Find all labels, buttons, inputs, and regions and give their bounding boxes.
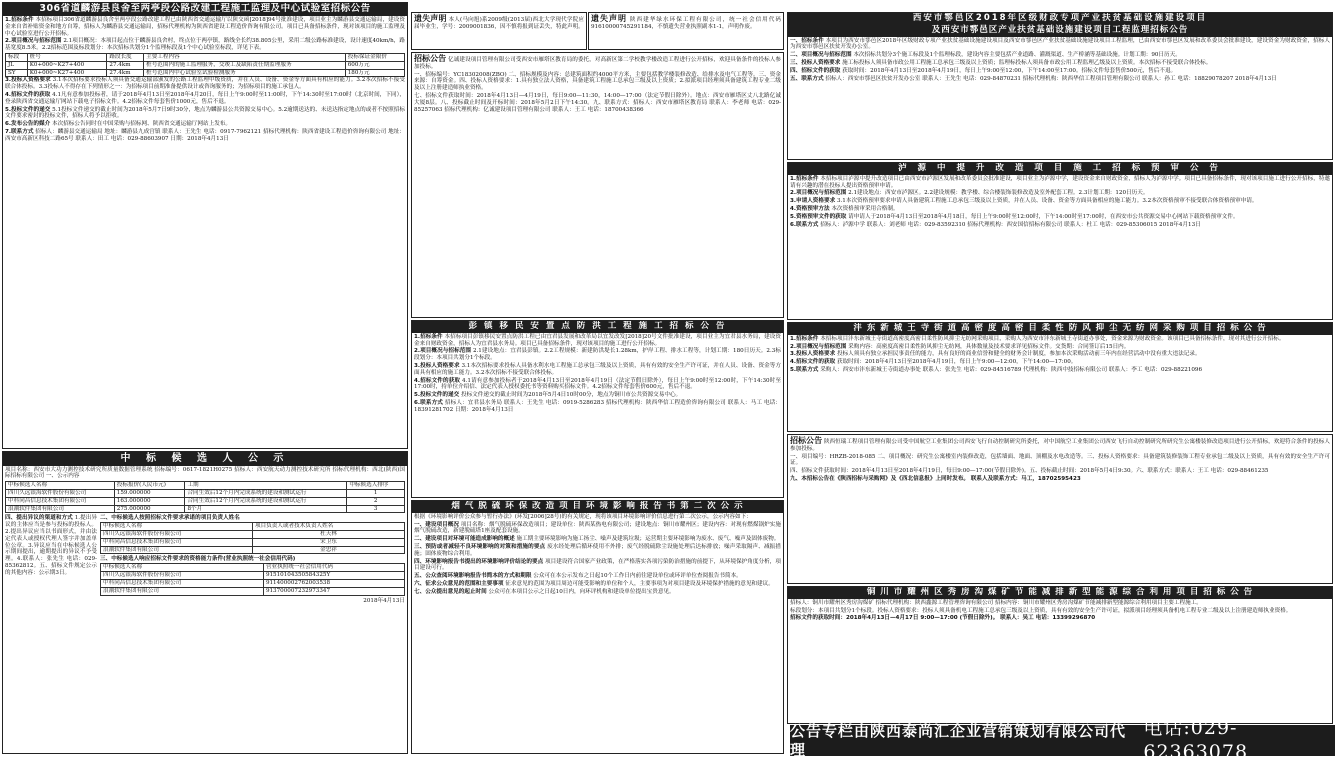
paragraph: 2.1项目概况：本项目起点位于麟游县良舍村，终点位于两亭镇，路线全长约38.805公里，采用二级公路标准建设，设计速度40km/h，路基宽度8.5米。2.2招标范围及标段划分：本次招标共划分1个监理标段及1个中心试验室标段，详见下表。 — [5, 38, 405, 52]
paragraph: 招标人：麟游县交通运输局 地址：麟游县九成宫镇 联系人：王先生 电话：0917-7962121 招标代理机构：陕西省建设工程造价咨询有限公司 地址：西安市高新区科技二路65号 联系人：田工 电话：029-88603907 日期：2018年4月13日 — [5, 129, 405, 142]
table-row — [101, 546, 405, 554]
table-caption: 三、中标候选人响应招标文件要求的资格能力条件(营业执照统一社会信用代码) — [100, 556, 296, 563]
section-heading: 七、公众提出意见的起止时间 — [414, 588, 487, 595]
paragraph: 本招标项目306省道麟游县良舍至两亭段公路改建工程已由陕西省交通运输厅以陕交函[2018]94号批准建设，项目业主为麟游县交通运输局，建设资金来自省补贴资金和地方自筹，招标人为麟游县交通运输局，招标代理机构为陕西省建设工程造价咨询有限公司。项目已具备招标条件，现对该项目的施工监理及中心试验室进行公开招标。 — [5, 16, 405, 37]
table-cell: 四川久远银海软件股份有限公司 — [101, 531, 253, 539]
table-header-cell: 标段 — [6, 53, 28, 61]
table-row — [101, 531, 405, 539]
contact-line: 联系人及联系方式：马工，18702595423 — [970, 476, 1081, 483]
table-cell: 浪潮软件集团有限公司 — [101, 546, 253, 554]
section-heading: 五、联系方式 — [790, 75, 824, 82]
notice-poverty-infrastructure — [787, 12, 1333, 160]
paragraph: 招标人：西安市鄠邑区扶贫开发办公室 联系人：王先生 电话：029-84870231 招标代理机构：陕西华信工程项目管理有限公司 联系人：孙工 电话：18829078207 2018年4月13日 — [825, 75, 1277, 82]
table-cell: 275.000000 — [114, 505, 185, 513]
notice-title: 306省道麟游县良舍至两亭段公路改建工程施工监理及中心试验室招标公告 — [3, 3, 407, 16]
table-caption: 二、中标候选人按照招标文件要求承诺的项目负责人姓名 — [100, 515, 240, 522]
table-cell: 营业执照统一社会信用代码 — [263, 564, 404, 572]
section-heading: 一、招标条件 — [790, 37, 824, 44]
table-header-cell: 投标保证金限价 — [345, 53, 404, 61]
table-cell: 金忠祥 — [253, 546, 405, 554]
paragraph: 本人(马向旭)系2009级(2013届)西北大学现代学院应届毕业生，学号：2009001836，因不慎将报到证丢失，特此声明。 — [414, 17, 585, 30]
paragraph: 征求意见的范围为项目周边可能受影响的单位和个人，主要事项为对项目建设及环境保护措施的意见和建议。 — [505, 581, 774, 588]
table-row — [6, 61, 405, 69]
table-cell: 159.000000 — [114, 489, 185, 497]
section-heading: 7.联系方式 — [5, 129, 34, 136]
tender-section-table — [5, 53, 405, 77]
section-heading: 五、公众查阅环境影响报告书简本的方式和期限 — [414, 573, 532, 580]
notice-eia-desulfurization — [411, 500, 784, 754]
notice-school-upgrade-prequal — [787, 162, 1333, 320]
table-cell: K0+000~K27+400 — [27, 61, 107, 69]
paragraph: 投标人须具有独立承担民事责任的能力，具有良好的商业信誉和健全的财务会计制度，参加本次采购活动前三年内在经营活动中没有重大违法记录。 — [836, 351, 1201, 358]
table-header-cell: 中标候选人名称 — [6, 482, 115, 490]
paragraph: 根据《环境影响评价公众参与暂行办法》(环发[2006]28号)的有关规定，现将该项目环境影响评价信息进行第二次公示，公示内容如下： — [414, 513, 752, 520]
paragraph: 一、招标编号：YC18302008(ZBO) 二、招标规模及内容：总建筑面积约4000平方米，主要包括教学楼装修改造、给排水及电气工程等。三、资金来源：自筹资金。四、投标人资格要求：1.具有独立法人资格，具备建筑工程施工总承包三级及以上资质；2.拟派项目经理须具备建筑工程专业二级及以上注册建造师执业资格。 — [414, 71, 781, 92]
paragraph: 招标人：铜川市耀州区秀房沟煤矿 招标代理机构：陕西鑫源工程管理咨询有限公司 招标内容：铜川市耀州区秀房沟煤矿节能减排新型能源综合利用项目主要工程施工。 — [790, 599, 1202, 606]
paragraph: 七、招标文件获取时间：2018年4月13日—4月19日，每日9:00—11:30，14:00—17:00（法定节假日除外）。地点：西安市雁塔区丈八北路亿诚大厦8层。八、投标截止时间及开标时间：2018年5月2日下午14:30。九、联系方式：招标人：西安市雁塔区教育局 联系人：李老师 电话：029-85257063 招标代理机构：亿诚建设项目管理有限公司 联系人：王工 电话：18700438366 — [414, 93, 781, 113]
table-cell: 911400002762003538 — [263, 579, 404, 587]
table-row — [6, 505, 405, 513]
section-heading: 5.联系方式 — [790, 367, 819, 374]
paragraph: 本招标项目沣东新城王寺街道高密度高密目柔性防风抑尘无纺网采购项目，采购人为西安市沣东新城王寺街道办事处，资金来源为财政资金。该项目已具备招标条件，现对其进行公开招标。 — [820, 335, 1285, 342]
section-heading: 5.资格预审文件的获取 — [790, 213, 847, 220]
paragraph: 一、项目编号：HRZB-2018-085 二、项目概况：研究生公寓楼室内装修改造，包括墙面、地面、顶棚及水电改造等。三、投标人资格要求：具备建筑装修装饰工程专业承包二级及以上资质，具有有效的安全生产许可证。 — [790, 453, 1330, 467]
paragraph: 招标人：宜君县水务局 联系人：王先生 电话：0919-5286283 招标代理机构：陕西华信工程造价咨询有限公司 联系人：马工 电话：18391281702 日期：2018年4月13日 — [414, 400, 781, 413]
agency-phone: 电话:029-62363078 — [1143, 717, 1249, 763]
paragraph: 3.1本次招标要求投标人具备水利水电工程施工总承包三级及以上资质，具有有效的安全生产许可证，并在人员、设备、资金等方面具有相应的施工能力。3.2本次招标不接受联合体投标。 — [414, 363, 781, 376]
section-heading: 4.招标文件的获取 — [5, 92, 51, 99]
section-heading: 四、招标文件的获取 — [790, 67, 841, 74]
paragraph: 投标文件递交的截止时间为2018年5月4日10时00分，地点为铜川市公共资源交易中心。 — [460, 392, 682, 399]
paragraph: 四、招标文件获取时间：2018年4月13日至2018年4月19日，每日9:00—17:00(节假日除外)。五、投标截止时间：2018年5月4日9:30。六、联系方式：联系人：王工 电话：029-88461235 — [790, 468, 1269, 475]
notice-flood-control — [411, 320, 784, 498]
paragraph: 本次资格预审采用合格制。 — [831, 206, 899, 213]
table-cell: 2 — [347, 497, 405, 505]
agency-footer-banner — [790, 717, 1335, 763]
notice-road-supervision — [2, 2, 408, 449]
credit-code-table — [100, 563, 405, 595]
paragraph: 1.提出异议的主体应当是参与投标的投标人。2.提出异议应当以书面形式，并由法定代表人或授权代理人签字并加盖单位公章。3.异议应当在中标候选人公示期间提出，逾期提出的异议不予受理。4.联系人：张先生 电话：029-85362812。五、招标文件规定公示的其他内容：公示期3日。 — [5, 515, 97, 576]
paragraph: 公众可在本项目公示之日起10日内，向环评机构和建设单位提出宝贵意见。 — [488, 588, 675, 595]
section-heading: 二、项目概况与招标范围 — [790, 52, 852, 59]
table-row — [101, 579, 405, 587]
paragraph: 4.1凡有意参加投标者，请于2018年4月13日至2018年4月20日，每日上午9:00时至11:00时，下午14:30时至17:00时（北京时间，下同），登录陕西省交通运输厅网站下载电子招标文件。4.2招标文件每套售价1000元，售后不退。 — [5, 92, 405, 105]
paragraph: 3.1本次资格预审要求申请人具备建筑工程施工总承包三级及以上资质，并在人员、设备、资金等方面具备相应的施工能力。3.2本次资格预审不接受联合体资格预审申请。 — [836, 198, 1258, 205]
table-cell: 中标候选人名称 — [101, 523, 253, 531]
paragraph: 招标文件的获取时间：2018年4月13日—4月17日 9:00—17:00 (节假日除外)。 — [790, 615, 999, 622]
table-cell: 浪潮软件集团有限公司 — [101, 587, 264, 595]
notice-title: 泸 源 中 提 升 改 造 项 目 施 工 招 标 预 审 公 告 — [788, 163, 1332, 175]
section-heading: 1.招标条件 — [414, 333, 443, 340]
notice-coal-mine-energy — [787, 586, 1333, 724]
paragraph: 亿诚建设项目管理有限公司受西安市雁塔区教育局的委托，对高新区第二学校教学楼改造工程进行公开招标，欢迎具备条件的投标人参加投标。 — [414, 57, 782, 70]
table-cell: 四川久远银海软件股份有限公司 — [101, 572, 264, 580]
table-cell: 8个月 — [185, 505, 347, 513]
candidate-table — [5, 481, 405, 513]
table-cell: K0+000~K27+400 — [27, 69, 107, 77]
notice-title: 招标公告 — [790, 436, 823, 445]
paragraph: 项目名称：烟气脱硫环保改造项目；建设单位：陕西某热电有限公司；建设地点：铜川市耀州区；建设内容：对现有燃煤锅炉实施烟气脱硫改造，新建脱硫塔1座及配套设施。 — [414, 521, 781, 535]
notice-title: 招标公告 — [414, 54, 447, 63]
lost-notice-title: 遗失声明 — [591, 14, 628, 23]
table-row — [6, 489, 405, 497]
paragraph: 陕西建华绿水环保工程有限公司，统一社会信用代码91610000745291184，不慎遗失营业执照副本1-1，声明作废。 — [591, 17, 782, 30]
paragraph: 本次招标公告同时在中国采购与招标网、陕西省交通运输厅网站上发布。 — [51, 121, 231, 128]
notice-bid-candidates — [2, 451, 408, 754]
table-cell: 项目负责人或者技术负责人姓名 — [253, 523, 405, 531]
paragraph: 招标人：泸源中学 联系人：刘老师 电话：029-83592310 招标代理机构：西安国信招标有限公司 联系人：杜工 电话：029-85306015 2018年4月13日 — [820, 221, 1201, 228]
section-heading: 2.项目概况与招标范围 — [5, 38, 62, 45]
notice-title: 烟 气 脱 硫 环 保 改 造 项 目 环 境 影 响 报 告 书 第 二 次 公 示 — [412, 501, 783, 513]
lost-notice-title: 遗失声明 — [414, 14, 447, 23]
section-heading: 二、建设项目对环境可能造成影响的概述 — [414, 536, 515, 543]
paragraph: 本次招标共划分3个施工标段及1个监理标段，建设内容主要包括产业道路、灌溉渠道、生产桥涵等基础设施。计划工期：90日历天。 — [853, 52, 1181, 59]
section-heading: 5.投标文件的递交 — [414, 392, 460, 399]
section-heading: 1.招标条件 — [790, 175, 819, 182]
table-cell: 中标候选人名称 — [101, 564, 264, 572]
paragraph: 废水经处理后循环使用不外排；废气经脱硫除尘设施处理后达标排放；噪声采取隔声、减振措施；固体废物综合利用。 — [414, 544, 781, 557]
table-cell: 中科同昌信息技术集团有限公司 — [101, 579, 264, 587]
section-heading: 6.联系方式 — [414, 400, 443, 407]
table-cell: JL — [6, 61, 28, 69]
table-header-cell: 主要工程内容 — [144, 53, 346, 61]
table-header-cell: 中标候选人排序 — [347, 482, 405, 490]
paragraph: 3.1本次招标要求投标人须具备交通运输部颁发的公路工程监理甲级资质，并在人员、设备、资金等方面具有相应的能力。3.2本次招标不接受联合体投标。3.3投标人不得存在下列情形之一：为招标项目前期准备提供设计或咨询服务的；为招标项目的施工承包人。 — [5, 77, 405, 91]
section-heading: 1.招标条件 — [5, 16, 34, 23]
paragraph: 施工期主要环境影响为施工扬尘、噪声及建筑垃圾；运营期主要环境影响为废水、废气、噪声及固体废物。 — [516, 536, 780, 543]
lost-notice-2 — [588, 12, 784, 50]
contact-line: 联系人：吴工 电话：13399296870 — [1000, 615, 1096, 622]
table-cell: 3 — [347, 505, 405, 513]
table-row — [6, 497, 405, 505]
section-heading: 4.招标文件的获取 — [790, 359, 836, 366]
notice-title: 铜 川 市 耀 州 区 秀 房 沟 煤 矿 节 能 减 排 新 型 能 源 综 合 利 用 项 目 招 标 公 告 — [788, 587, 1332, 599]
section-heading: 2.项目概况与招标范围 — [790, 343, 847, 350]
notice-date: 2018年4月13日 — [363, 597, 405, 604]
agency-name: 公告专栏由陕西泰尚汇企业营销策划有限公司代理 — [790, 722, 1127, 759]
section-heading: 3.投标人资格要求 — [790, 351, 836, 358]
section-heading: 三、投标人资格要求 — [790, 59, 841, 66]
table-cell: 四川久远银海软件股份有限公司 — [6, 489, 115, 497]
section-heading: 九、本招标公告在《陕西招标与采购网》及《西北信息报》上同时发布。 — [790, 476, 970, 483]
table-row — [101, 572, 405, 580]
paragraph: 4.1请有意参加投标者于2018年4月13日至2018年4月19日（法定节假日除外），每日上午9:00时至12:00时，下午14:30时至17:00时，持单位介绍信、法定代表人授权委托书等资料购买招标文件。4.2招标文件每套售价600元，售后不退。 — [414, 377, 781, 391]
table-header-cell: 路段长度 — [107, 53, 144, 61]
notice-dormitory-renovation — [787, 434, 1333, 584]
table-cell: 合同生效后12个月内完成系统的建设和测试运行 — [185, 497, 347, 505]
table-cell: SY — [6, 69, 28, 77]
paragraph: 公众可在本公示发布之日起10个工作日内前往建设单位或环评单位查阅报告书简本。 — [533, 573, 742, 580]
table-cell: 913700007232973347 — [263, 587, 404, 595]
table-header-cell: 工期 — [185, 482, 347, 490]
section-heading: 四、环境影响报告书提出的环境影响评价结论的要点 — [414, 558, 544, 565]
paragraph: 请申请人于2018年4月13日至2018年4月18日，每日上午9:00时至12:00时，下午14:00时至17:00时，在西安市公共资源交易中心网站下载资格预审文件。 — [848, 213, 1239, 220]
paragraph: 标段划分：本项目共划分1个标段。投标人资格要求：投标人须具备机电工程施工总承包三级及以上资质，具有有效的安全生产许可证，拟派项目经理须具备机电工程专业二级及以上注册建造师执业资格。 — [790, 607, 1292, 614]
section-heading: 四、提出异议的渠道和方式 — [5, 515, 73, 522]
project-leader-table — [100, 522, 405, 554]
paragraph: 采购人：西安市沣东新城王寺街道办事处 联系人：张先生 电话：029-84516789 代理机构：陕西中技招标有限公司 联系人：李工 电话：029-88221096 — [820, 367, 1203, 374]
table-cell: 中科同昌信息技术集团有限公司 — [6, 497, 115, 505]
paragraph: 5.1投标文件递交的截止时间为2018年5月7日9时30分，地点为麟游县公共资源交易中心。5.2逾期送达的、未送达指定地点的或者不按照招标文件要求密封的投标文件，招标人将予以拒收。 — [5, 106, 405, 120]
paragraph: 采购内容：高密度高密目柔性防风抑尘无纺网，具体数量及技术要求详见招标文件。交货期：合同签订后15日内。 — [848, 343, 1130, 350]
paragraph: 项目建设符合国家产业政策，在严格落实各项污染防治措施的前提下，从环境保护角度分析，项目建设可行。 — [414, 558, 781, 572]
notice-title: 中 标 候 选 人 公 示 — [3, 452, 407, 466]
table-cell: 中科同昌信息技术集团有限公司 — [101, 538, 253, 546]
table-cell: 桩号范围内的施工监理服务，交竣工及缺陷责任期监理服务 — [144, 61, 346, 69]
paragraph: 本招标项目彭镇移民安置点防洪工程已由宜君县发展和改革局以宜发改发[2018]20号文件批准建设，项目业主为宜君县水务局，建设资金来自财政资金，招标人为宜君县水务局。项目已具备招标条件，现对该项目的施工进行公开招标。 — [414, 333, 781, 347]
section-heading: 1.招标条件 — [790, 335, 819, 342]
section-heading: 3.投标人资格要求 — [5, 77, 51, 84]
section-heading: 6.发布公告的媒介 — [5, 121, 51, 128]
table-cell: 宋卫东 — [253, 538, 405, 546]
table-cell: 杜天林 — [253, 531, 405, 539]
table-cell: 桩号范围内中心试验室试验检测服务 — [144, 69, 346, 77]
table-header-cell: 投标报价(人民币元) — [114, 482, 185, 490]
table-row — [101, 523, 405, 531]
notice-title: 沣 东 新 城 王 寺 街 道 高 密 度 高 密 目 柔 性 防 风 抑 尘 无 纺 网 采 购 项 目 招 标 公 告 — [788, 323, 1332, 335]
paragraph: 2.1建设地点：宜君县彭镇。2.2工程规模：新建防洪堤长1.28km，护岸工程、排水工程等，计划工期：180日历天。2.3标段划分：本项目共划分1个标段。 — [414, 348, 781, 362]
table-header-cell: 桩号 — [27, 53, 107, 61]
table-row — [101, 564, 405, 572]
table-cell: 合同生效后12个月内完成系统的建设和测试运行 — [185, 489, 347, 497]
notice-school-renovation — [411, 52, 784, 318]
section-heading: 6.联系方式 — [790, 221, 819, 228]
table-cell: 1 — [347, 489, 405, 497]
table-cell: 91510104350584325Y — [263, 572, 404, 580]
section-heading: 4.招标文件的获取 — [414, 377, 461, 384]
section-heading: 一、建设项目概况 — [414, 521, 459, 528]
section-heading: 六、征求公众意见的范围和主要事项 — [414, 581, 504, 588]
table-row — [101, 538, 405, 546]
table-row — [101, 587, 405, 595]
paragraph: 陕西恒瑞工程项目管理有限公司受中国航空工业集团公司西安飞行自动控制研究所委托，对中国航空工业集团公司西安飞行自动控制研究所研究生公寓楼装修改造项目进行公开招标，欢迎符合条件的投标人参加投标。 — [790, 439, 1330, 452]
paragraph: 获取时间：2018年4月13日至2018年4月19日，每日上午9:00至12:00，下午14:00至17:00。招标文件每套售价500元，售后不退。 — [842, 67, 1177, 74]
notice-subtitle: 及西安市鄠邑区产业扶贫基础设施建设项目工程监理招标公告 — [788, 25, 1332, 37]
section-heading: 3.申请人资格要求 — [790, 198, 836, 205]
paragraph: 施工标投标人须具备市政公用工程施工总承包三级及以上资质；监理标投标人须具备市政公用工程监理乙级及以上资质。本次招标不接受联合体投标。 — [842, 59, 1212, 66]
section-heading: 5.投标文件的递交 — [5, 106, 51, 113]
table-cell: 163.000000 — [114, 497, 185, 505]
table-cell: 27.4km — [107, 61, 144, 69]
paragraph: 本项目为西安市鄠邑区2018年区级财政专项产业扶贫基础设施建设项目及西安市鄠邑区产业扶贫基础设施建设项目工程监理，已由西安市鄠邑区发展和改革委员会批准建设，建设资金为财政资金，招标人为西安市鄠邑区扶贫开发办公室。 — [790, 37, 1330, 51]
paragraph: 2.1建设地点：西安市泸源区。2.2建设规模：教学楼、综合楼装饰装修改造及室外配套工程。2.3计划工期：120日历天。 — [848, 190, 1149, 197]
paragraph: 项目名称：西安市大功力测控技术研究所质量数据管理系统 招标编号：0617-1821H0275 招标人：西安航天动力测控技术研究所 招标代理机构：西北(陕西)国际招标有限公司 一、公示内容 — [5, 466, 405, 480]
notice-dust-net-procurement — [787, 322, 1333, 432]
section-heading: 3.投标人资格要求 — [414, 363, 460, 370]
paragraph: 本招标项目泸源中提升改造项目已由西安市泸源区发展和改革委员会批准建设，项目业主为泸源中学，建设资金来自财政资金，招标人为泸源中学。项目已具备招标条件，现对该项目施工进行公开招标，特邀请有兴趣的潜在投标人提出资格预审申请。 — [790, 175, 1330, 189]
table-cell: 浪潮软件集团有限公司 — [6, 505, 115, 513]
section-heading: 2.项目概况与招标范围 — [790, 190, 847, 197]
table-cell: 180万元 — [345, 69, 404, 77]
section-heading: 2.项目概况与招标范围 — [414, 348, 472, 355]
section-heading: 4.资格预审方法 — [790, 206, 830, 213]
lost-notice-1 — [411, 12, 587, 50]
notice-title: 彭 镇 移 民 安 置 点 防 洪 工 程 施 工 招 标 公 告 — [412, 321, 783, 333]
section-heading: 三、预防或者减轻不良环境影响的对策和措施的要点 — [414, 544, 546, 551]
table-cell: 27.4km — [107, 69, 144, 77]
table-row — [6, 69, 405, 77]
paragraph: 获取时间：2018年4月13日至2018年4月19日，每日上午9:00—12:00，下午14:00—17:00。 — [836, 359, 1077, 366]
notice-title: 西安市鄠邑区2018年区级财政专项产业扶贫基础设施建设项目 — [788, 13, 1332, 25]
table-cell: 600万元 — [345, 61, 404, 69]
